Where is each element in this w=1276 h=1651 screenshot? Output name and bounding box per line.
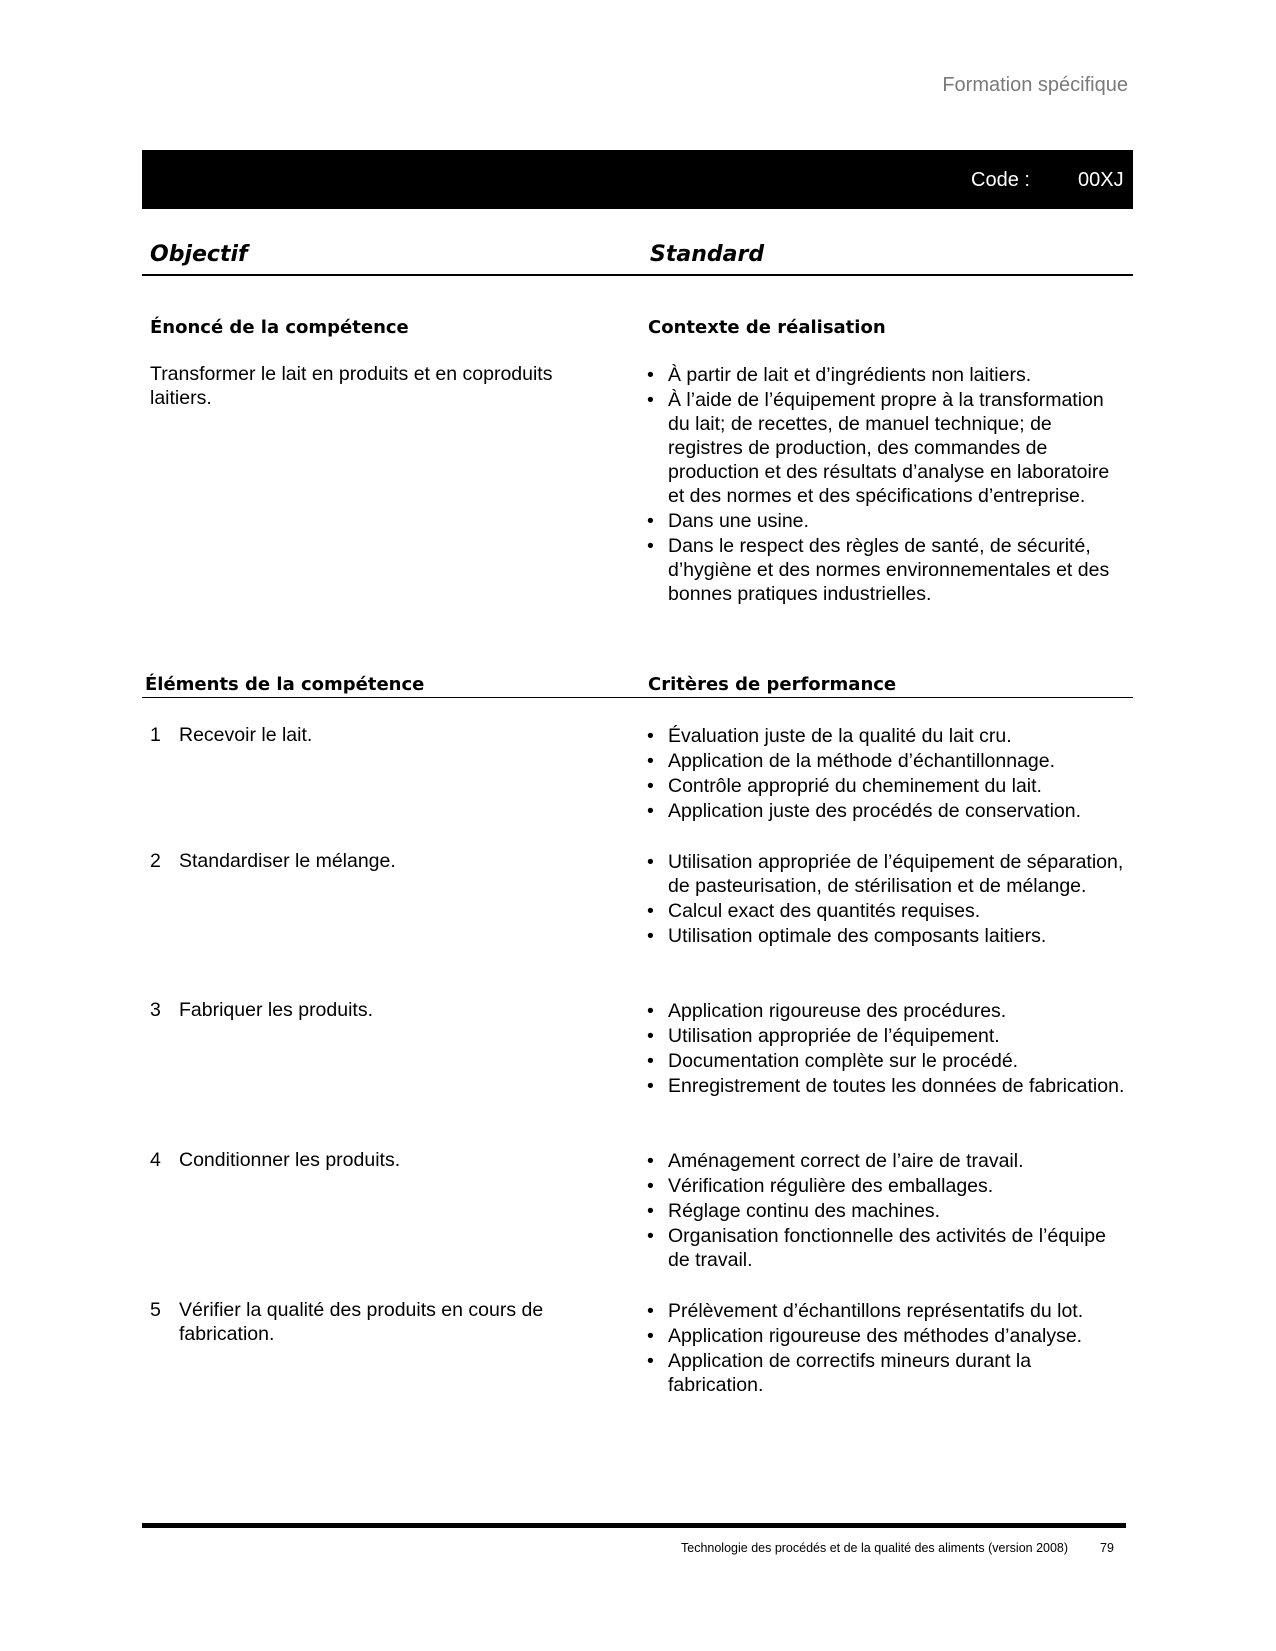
element-number: 4	[150, 1149, 161, 1171]
list-item: • Documentation complète sur le procédé.	[645, 1049, 1125, 1073]
footer-divider	[142, 1523, 1126, 1528]
element-number: 3	[150, 999, 161, 1021]
list-item: • Utilisation optimale des composants laitiers.	[645, 924, 1125, 948]
element-text: Standardiser le mélange.	[179, 850, 396, 872]
competence-statement: Transformer le lait en produits et en coproduits laitiers.	[150, 363, 553, 409]
criteria-heading: Critères de performance	[648, 674, 897, 695]
list-item: • Utilisation appropriée de l’équipement de séparation, de pasteurisation, de stérilisation et de mélange.	[645, 850, 1125, 898]
divider	[142, 697, 1133, 698]
list-item: • Organisation fonctionnelle des activités de l’équipe de travail.	[645, 1224, 1125, 1272]
statement-heading: Énoncé de la compétence	[150, 317, 409, 338]
list-item: • Dans une usine.	[645, 509, 1125, 533]
element-text: Conditionner les produits.	[179, 1149, 401, 1171]
element-text: Fabriquer les produits.	[179, 999, 374, 1021]
criteria-list	[645, 999, 1125, 1099]
element-number: 1	[150, 724, 161, 746]
element-number: 2	[150, 850, 161, 872]
element-row	[150, 998, 590, 1022]
section-label: Formation spécifique	[942, 74, 1128, 96]
list-item: • Enregistrement de toutes les données de fabrication.	[645, 1074, 1125, 1098]
code-bar	[142, 150, 1133, 209]
element-row	[150, 1148, 590, 1172]
list-item: • Prélèvement d’échantillons représentatifs du lot.	[645, 1299, 1125, 1323]
element-row	[150, 849, 590, 873]
list-item: • À partir de lait et d’ingrédients non laitiers.	[645, 363, 1125, 387]
context-list	[645, 363, 1125, 607]
list-item: • Application de la méthode d’échantillonnage.	[645, 749, 1125, 773]
list-item: • Dans le respect des règles de santé, de sécurité, d’hygiène et des normes environnementales et des bonnes pratiques industrielles.	[645, 534, 1125, 606]
list-item: • Vérification régulière des emballages.	[645, 1174, 1125, 1198]
list-item: • Évaluation juste de la qualité du lait cru.	[645, 724, 1125, 748]
list-item: • À l’aide de l’équipement propre à la transformation du lait; de recettes, de manuel technique; de registres de production, des commandes de production et des résultats d’analyse en laboratoire et des normes et des spécifications d’entreprise.	[645, 388, 1125, 508]
elements-heading: Éléments de la compétence	[145, 674, 425, 695]
element-row	[150, 1298, 590, 1346]
list-item: • Réglage continu des machines.	[645, 1199, 1125, 1223]
list-item: • Application rigoureuse des méthodes d’analyse.	[645, 1324, 1125, 1348]
footer-title: Technologie des procédés et de la qualité des aliments (version 2008)	[681, 1541, 1069, 1555]
criteria-list	[645, 1299, 1125, 1398]
code-label: Code :	[971, 169, 1030, 191]
list-item: • Application juste des procédés de conservation.	[645, 799, 1125, 823]
element-number: 5	[150, 1299, 161, 1321]
list-item: • Application de correctifs mineurs durant la fabrication.	[645, 1349, 1125, 1397]
context-heading: Contexte de réalisation	[648, 317, 886, 338]
page-number: 79	[1100, 1541, 1114, 1555]
list-item: • Contrôle approprié du cheminement du lait.	[645, 774, 1125, 798]
list-item: • Aménagement correct de l’aire de travail.	[645, 1149, 1125, 1173]
code-value: 00XJ	[1078, 169, 1124, 191]
list-item: • Calcul exact des quantités requises.	[645, 899, 1125, 923]
element-text: Vérifier la qualité des produits en cours de fabrication.	[179, 1299, 544, 1345]
criteria-list	[645, 724, 1125, 824]
list-item: • Application rigoureuse des procédures.	[645, 999, 1125, 1023]
standard-heading: Standard	[650, 242, 765, 267]
criteria-list	[645, 850, 1125, 949]
criteria-list	[645, 1149, 1125, 1273]
element-text: Recevoir le lait.	[179, 724, 313, 746]
element-row	[150, 723, 590, 747]
column-headers	[142, 238, 1133, 276]
objectif-heading: Objectif	[150, 242, 248, 267]
list-item: • Utilisation appropriée de l’équipement.	[645, 1024, 1125, 1048]
